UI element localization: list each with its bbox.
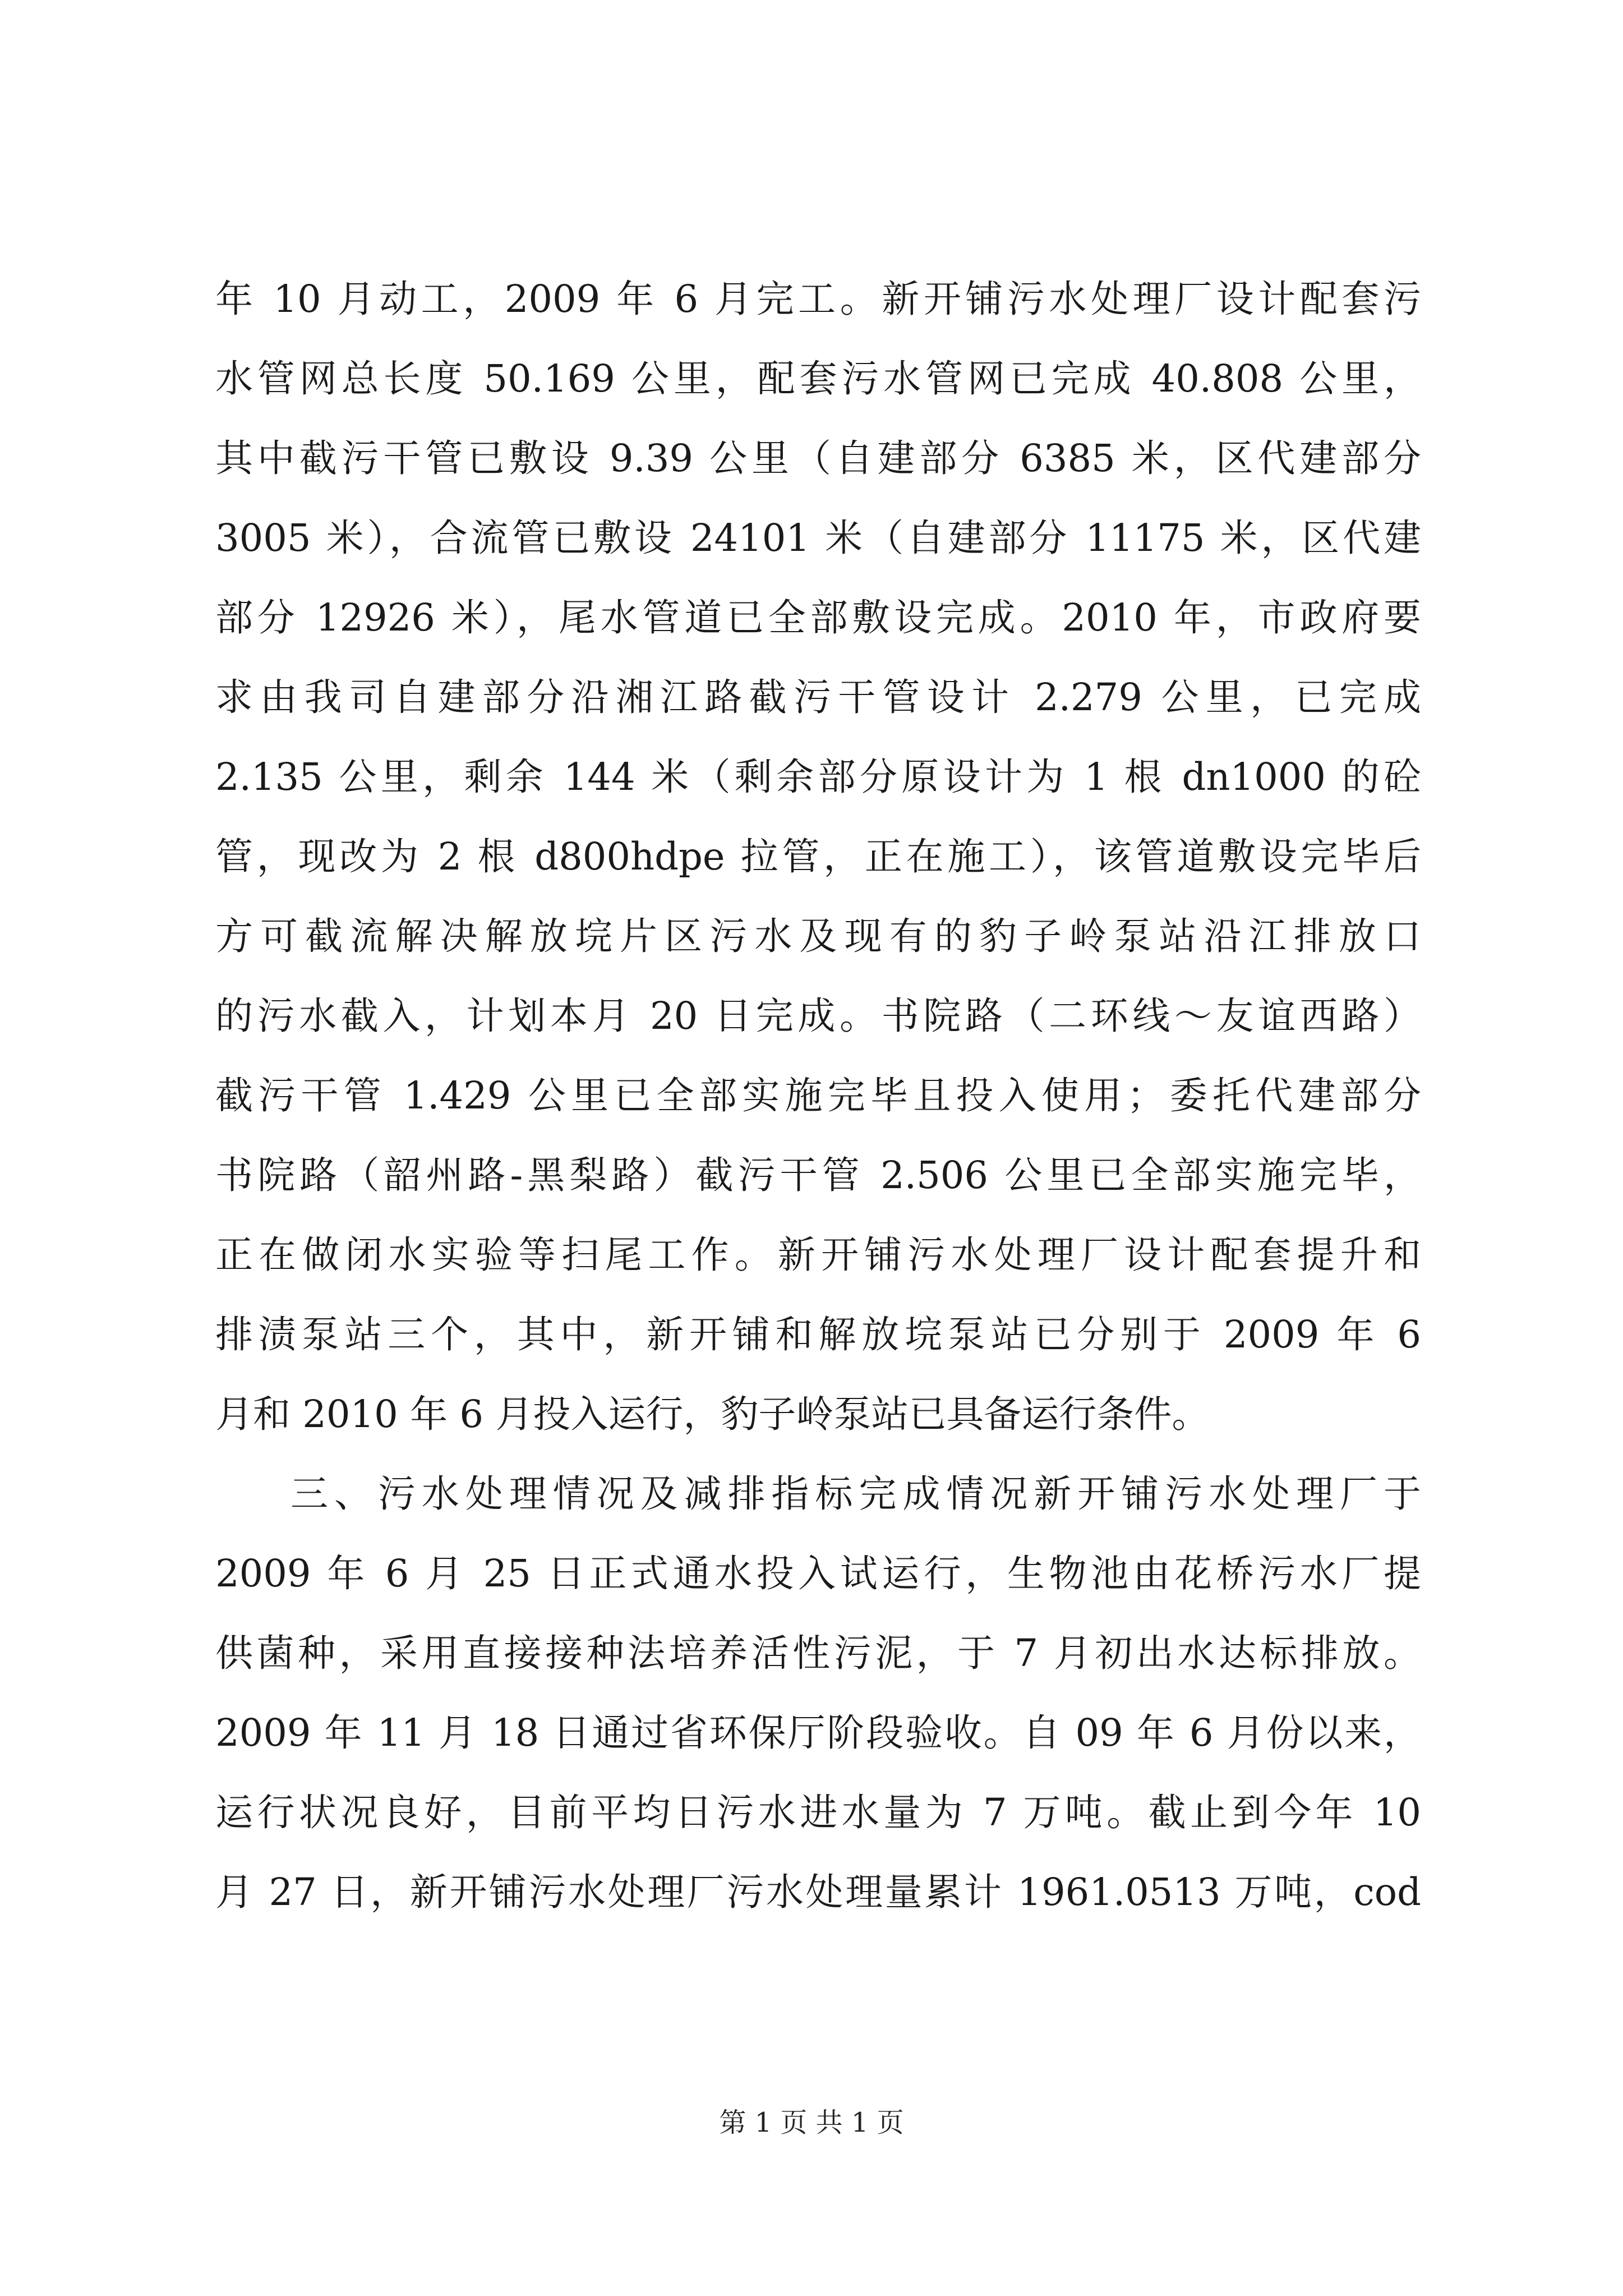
page-footer: 第 1 页 共 1 页 [719,2107,904,2138]
text-line: 运行状况良好，目前平均日污水进水量为 7 万吨。截止到今年 10 [215,1791,1421,1834]
text-line: 其中截污干管已敷设 9.39 公里（自建部分 6385 米，区代建部分 [215,436,1421,480]
text-line: 2009 年 6 月 25 日正式通水投入试运行，生物池由花桥污水厂提 [215,1552,1421,1595]
body-text [215,259,1421,1932]
text-line: 的污水截入，计划本月 20 日完成。书院路（二环线～友谊西路） [215,994,1421,1038]
text-line: 排渍泵站三个，其中，新开铺和解放垸泵站已分别于 2009 年 6 [215,1313,1421,1356]
text-line: 书院路（韶州路-黑梨路）截污干管 2.506 公里已全部实施完毕， [215,1153,1421,1197]
text-line: 截污干管 1.429 公里已全部实施完毕且投入使用；委托代建部分 [215,1074,1421,1117]
text-line: 管，现改为 2 根 d800hdpe 拉管，正在施工），该管道敷设完毕后 [215,835,1421,878]
text-line: 供菌种，采用直接接种法培养活性污泥，于 7 月初出水达标排放。 [215,1631,1421,1675]
text-line: 水管网总长度 50.169 公里，配套污水管网已完成 40.808 公里， [215,357,1421,401]
text-line: 2.135 公里，剩余 144 米（剩余部分原设计为 1 根 dn1000 的砼 [215,755,1421,799]
text-line: 部分 12926 米），尾水管道已全部敷设完成。2010 年，市政府要 [215,596,1421,639]
text-line: 月和 2010 年 6 月投入运行，豹子岭泵站已具备运行条件。 [215,1392,1210,1436]
text-line: 三、污水处理情况及减排指标完成情况新开铺污水处理厂于 [291,1472,1421,1516]
text-line: 求由我司自建部分沿湘江路截污干管设计 2.279 公里，已完成 [215,675,1421,719]
text-line: 年 10 月动工，2009 年 6 月完工。新开铺污水处理厂设计配套污 [215,277,1421,321]
text-line: 2009 年 11 月 18 日通过省环保厅阶段验收。自 09 年 6 月份以来， [215,1711,1421,1755]
text-line: 正在做闭水实验等扫尾工作。新开铺污水处理厂设计配套提升和 [215,1233,1421,1277]
text-line: 方可截流解决解放垸片区污水及现有的豹子岭泵站沿江排放口 [215,914,1421,958]
text-line: 月 27 日，新开铺污水处理厂污水处理量累计 1961.0513 万吨，cod [215,1870,1421,1914]
text-line: 3005 米），合流管已敷设 24101 米（自建部分 11175 米，区代建 [215,516,1421,560]
